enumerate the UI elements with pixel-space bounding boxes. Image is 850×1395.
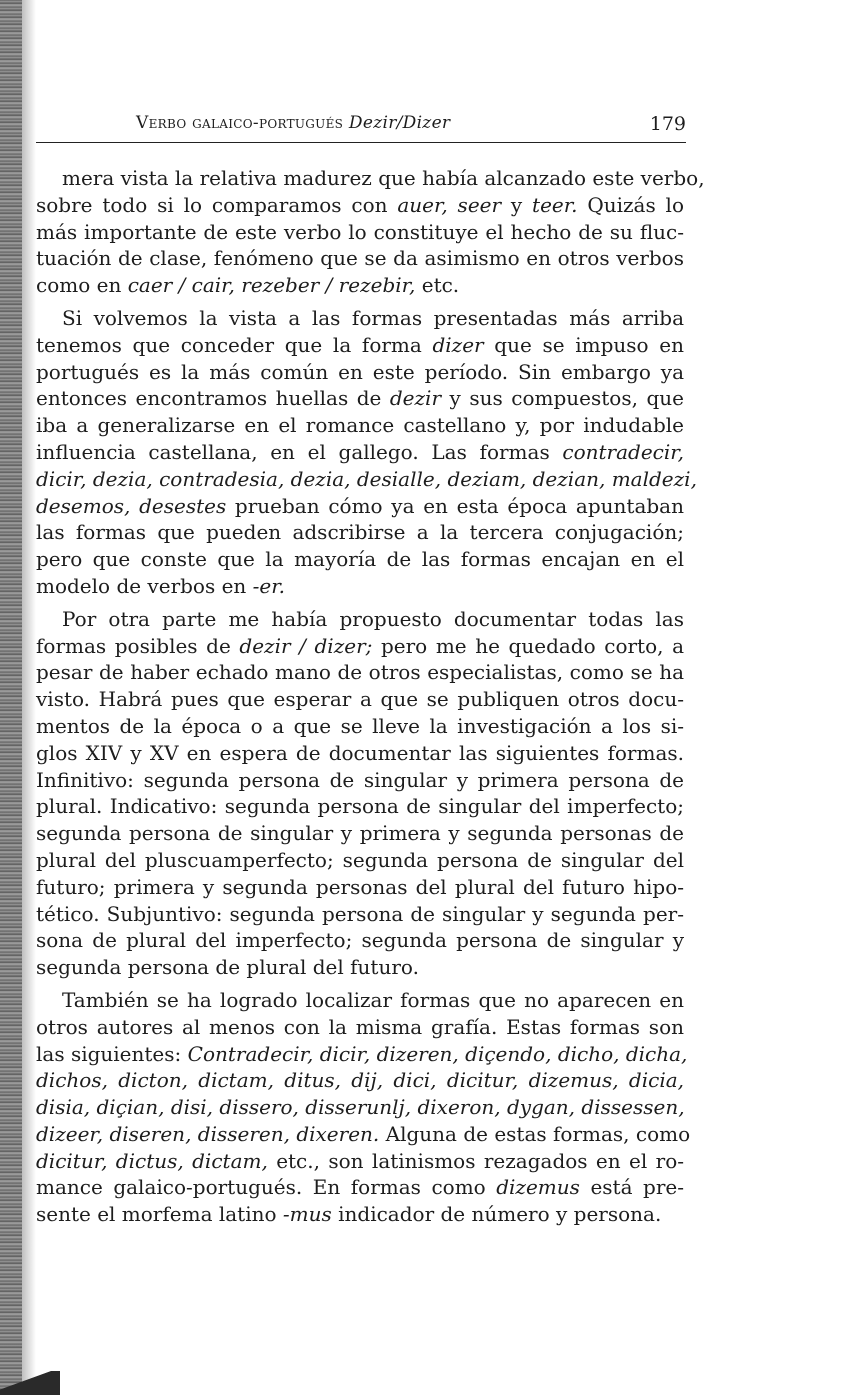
text-line: mera vista la relativa madurez que había alcanzado este verbo, <box>62 166 705 190</box>
text-line: las formas que pueden adscribirse a la tercera conjugación; <box>36 520 684 545</box>
text-line: tético. Subjuntivo: segunda persona de singular y segunda per- <box>36 901 684 926</box>
text-line: iba a generalizarse en el romance castellano y, por indudable <box>36 413 684 438</box>
text-line: dicitur, dictus, dictam, etc., son latinismos rezagados en el ro- <box>36 1148 684 1173</box>
text-line: las siguientes: Contradecir, dicir, dizeren, diçendo, dicho, dicha, <box>36 1041 688 1066</box>
text-line: plural. Indicativo: segunda persona de singular del imperfecto; <box>36 794 684 819</box>
gutter-shadow <box>22 0 36 1395</box>
text-line: glos XIV y XV en espera de documentar las siguientes formas. <box>36 740 684 765</box>
text-line: como en caer / cair, rezeber / rezebir, etc. <box>36 273 460 298</box>
text-line: influencia castellana, en el gallego. Las formas contradecir, <box>36 439 684 464</box>
text-line: modelo de verbos en -er. <box>36 573 285 598</box>
running-head-subtitle: Dezir/Dizer <box>348 113 451 133</box>
text-line: segunda persona de singular y primera y segunda personas de <box>36 821 684 846</box>
text-line: dicir, dezia, contradesia, dezia, desialle, deziam, dezian, maldezi, <box>36 466 697 491</box>
text-line: tuación de clase, fenómeno que se da asimismo en otros verbos <box>36 246 684 271</box>
text-line: sona de plural del imperfecto; segunda persona de singular y <box>36 928 684 953</box>
page-header <box>36 110 686 143</box>
body-text <box>36 165 705 1228</box>
text-line: pero que conste que la mayoría de las formas encajan en el <box>36 547 684 572</box>
text-line: dizeer, diseren, disseren, dixeren. Alguna de estas formas, como <box>36 1121 691 1146</box>
text-line: plural del pluscuamperfecto; segunda persona de singular del <box>36 847 684 872</box>
page-corner-shadow <box>0 1371 60 1395</box>
text-line: También se ha logrado localizar formas que no aparecen en <box>62 987 684 1012</box>
text-line: Si volvemos la vista a las formas presentadas más arriba <box>62 305 684 330</box>
text-line: portugués es la más común en este período. Sin embargo ya <box>36 359 684 384</box>
text-line: mance galaico-portugués. En formas como dizemus está pre- <box>36 1175 684 1200</box>
book-binding-edge <box>0 0 22 1395</box>
text-line: Por otra parte me había propuesto documentar todas las <box>62 606 684 631</box>
text-line: formas posibles de dezir / dizer; pero me he quedado corto, a <box>36 633 685 658</box>
text-line: desemos, desestes prueban cómo ya en esta época apuntaban <box>36 493 684 518</box>
text-line: mentos de la época o a que se lleve la investigación a los si- <box>36 713 684 738</box>
page-number: 179 <box>649 113 686 135</box>
text-line: pesar de haber echado mano de otros especialistas, como se ha <box>36 660 684 685</box>
text-line: tenemos que conceder que la forma dizer que se impuso en <box>36 332 684 357</box>
running-head-title: Verbo galaico-portugués <box>136 113 344 133</box>
text-line: futuro; primera y segunda personas del plural del futuro hipo- <box>36 874 684 899</box>
text-line: sobre todo si lo comparamos con auer, seer y teer. Quizás lo <box>36 192 684 217</box>
text-line: dichos, dicton, dictam, ditus, dij, dici, dicitur, dizemus, dicia, <box>36 1068 684 1093</box>
text-line: disia, diçian, disi, dissero, disserunlj, dixeron, dygan, dissessen, <box>36 1095 685 1120</box>
text-line: otros autores al menos con la misma grafía. Estas formas son <box>36 1014 684 1039</box>
text-line: Infinitivo: segunda persona de singular y primera persona de <box>36 767 684 792</box>
running-head <box>136 113 450 133</box>
text-line: más importante de este verbo lo constituye el hecho de su fluc- <box>36 219 684 244</box>
text-line: entonces encontramos huellas de dezir y sus compuestos, que <box>36 386 684 411</box>
text-line: segunda persona de plural del futuro. <box>36 955 419 980</box>
text-line: visto. Habrá pues que esperar a que se publiquen otros docu- <box>36 687 684 712</box>
text-line: sente el morfema latino -mus indicador de número y persona. <box>36 1202 662 1227</box>
